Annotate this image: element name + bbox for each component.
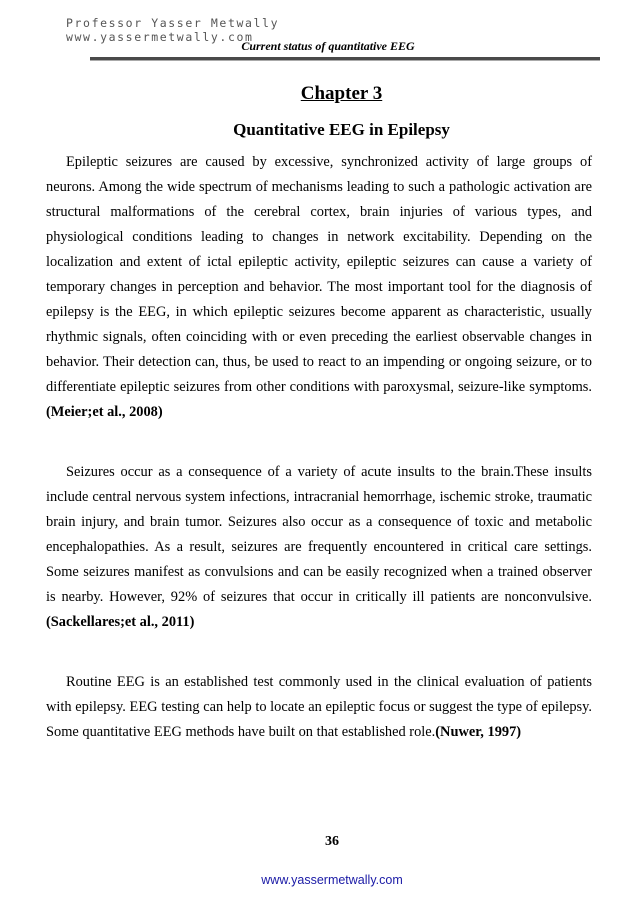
header-author: Professor Yasser Metwally bbox=[66, 16, 280, 30]
citation: (Meier;et al., 2008) bbox=[46, 404, 163, 420]
footer-link[interactable]: www.yassermetwally.com bbox=[261, 873, 403, 887]
header-divider bbox=[90, 57, 600, 61]
paragraph-text: Epileptic seizures are caused by excessive, synchronized activity of large groups of neurons. Among the wide spectrum of mechanisms leading to such a pathologic activation are structural malformations of the cerebral cortex, brain injuries of various types, and physiological conditions leading to changes in network excitability. Depending on the localization and extent of ictal epileptic activity, epileptic seizures can cause a variety of temporary changes in perception and behavior. The most important tool for the diagnosis of epilepsy is the EEG, in which epileptic seizures become apparent as characteristic, usually rhythmic signals, often coinciding with or even preceding the earliest observable changes in behavior. Their detection can, thus, be used to react to an impending or ongoing seizure, or to differentiate epileptic seizures from other conditions with paroxysmal, seizure-like symptoms. bbox=[46, 154, 592, 395]
citation: (Nuwer, 1997) bbox=[435, 724, 522, 740]
running-title: Current status of quantitative EEG bbox=[241, 39, 415, 53]
chapter-heading: Chapter 3 bbox=[300, 83, 383, 104]
paragraph-text: Routine EEG is an established test commonly used in the clinical evaluation of patients with epilepsy. EEG testing can help to locate an epileptic focus or suggest the type of epilepsy. Some quantitative EEG methods have built on that established role. bbox=[46, 674, 592, 740]
body-paragraph bbox=[46, 460, 592, 635]
page-number: 36 bbox=[325, 834, 339, 849]
paragraph-text: Seizures occur as a consequence of a variety of acute insults to the brain.These insults include central nervous system infections, intracranial hemorrhage, ischemic stroke, traumatic brain injury, and brain tumor. Seizures also occur as a consequence of toxic and metabolic encephalopathies. As a result, seizures are frequently encountered in critical care settings. Some seizures manifest as convulsions and can be easily recognized when a trained observer is nearby. However, 92% of seizures that occur in critically ill patients are nonconvulsive. bbox=[46, 464, 592, 605]
header-website: www.yassermetwally.com bbox=[66, 30, 254, 44]
body-paragraph bbox=[46, 670, 592, 745]
body-paragraph bbox=[46, 150, 592, 425]
citation: (Sackellares;et al., 2011) bbox=[46, 614, 195, 630]
chapter-subtitle: Quantitative EEG in Epilepsy bbox=[233, 120, 450, 139]
